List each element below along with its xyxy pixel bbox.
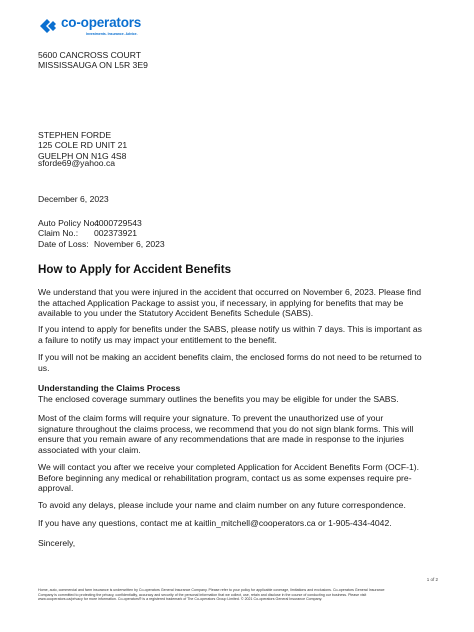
paragraph-no-claim: [38, 352, 438, 373]
reference-row-claim: [38, 228, 165, 238]
footer-line: www.cooperators.ca/privacy for more information. Co-operators® is a registered trademark of The Co-operators Group Limited. © 2021 Co-operators General Insurance Company.: [38, 597, 323, 602]
company-logo: [38, 15, 238, 41]
footer-line: Home, auto, commercial and farm insurance is underwritten by Co-operators General Insurance Company. Please refer to your policy for applicable coverage, limitations and exclusions. Co-operators General Insurance: [38, 588, 385, 592]
paragraph-line: associated with your claim.: [38, 444, 141, 455]
letter-heading: How to Apply for Accident Benefits: [38, 263, 232, 276]
paragraph-delays: [38, 500, 438, 511]
paragraph-line: If you have any questions, contact me at kaitlin_mitchell@cooperators.ca or 1-905-434-4042.: [38, 518, 392, 528]
paragraph-line: a failure to notify us may impact your entitlement to the benefit.: [38, 334, 277, 345]
paragraph-notify: [38, 324, 438, 345]
recipient-address-line: 125 COLE RD UNIT 21: [38, 140, 128, 151]
paragraph-line: us.: [38, 362, 50, 373]
reference-row-loss-date: [38, 239, 165, 249]
claims-process-section: [38, 383, 438, 404]
reference-block: [38, 218, 165, 249]
paragraph-line: The enclosed coverage summary outlines the benefits you may be eligible for under the SABS.: [38, 393, 399, 404]
footer-line: Company is committed to protecting the privacy, confidentiality, accuracy and security of the personal information that we collect, use, retain and disclose in the course of conducting our business. Please visit: [38, 592, 367, 597]
paragraph-line: approval.: [38, 483, 74, 494]
recipient-name: STEPHEN FORDE: [38, 130, 112, 140]
paragraph-line: signature throughout the claims process, we recommend that you do not sign blank forms. This will: [38, 423, 414, 434]
paragraph-line: Sincerely,: [38, 538, 76, 548]
paragraph-intro: [38, 287, 438, 319]
closing-salutation: [38, 538, 438, 549]
paragraph-line: ensure that you remain aware of any recommendations that are made in response to the injuries: [38, 434, 404, 445]
paragraph-line: We will contact you after we receive your completed Application for Accident Benefits Form (OCF-1).: [38, 462, 419, 472]
reference-value: 002373921: [94, 228, 138, 239]
paragraph-line: Before beginning any medical or rehabilitation program, contact us as some expenses require pre-: [38, 472, 412, 483]
logo-wordmark: co-operators: [61, 15, 142, 30]
recipient-email: sforde69@yahoo.ca: [38, 158, 116, 168]
paragraph-line: To avoid any delays, please include your name and claim number on any future correspondence.: [38, 500, 406, 510]
paragraph-line: the attached Application Package to assist you, if necessary, in applying for benefits that may be: [38, 297, 404, 308]
paragraph-line: If you intend to apply for benefits under the SABS, please notify us within 7 days. This is important as: [38, 324, 422, 334]
paragraph-line: We understand that you were injured in the accident that occurred on November 6, 2023. Please find: [38, 287, 421, 297]
paragraph-line: If you will not be making an accident benefits claim, the enclosed forms do not need to be returned to: [38, 352, 422, 362]
reference-row-policy: [38, 218, 165, 228]
letter-date: December 6, 2023: [38, 194, 109, 204]
recipient-address-line: GUELPH ON N1G 4S8: [38, 150, 127, 161]
cooperators-logo-icon: [38, 16, 60, 36]
logo-tagline: Investments. Insurance. Advice.: [86, 32, 138, 36]
legal-footer: [38, 588, 438, 602]
reference-value: 4000729543: [94, 218, 142, 228]
paragraph-contact-after: [38, 462, 438, 494]
paragraph-line: available to you under the Statutory Accident Benefits Schedule (SABS).: [38, 308, 314, 319]
page-number: 1 of 2: [426, 577, 438, 582]
sender-address: [38, 50, 148, 71]
recipient-address: [38, 130, 127, 161]
reference-label: Auto Policy No.:: [38, 218, 100, 228]
section-subheading: Understanding the Claims Process: [38, 383, 181, 393]
sender-address-line: 5600 CANCROSS COURT: [38, 50, 141, 60]
sender-address-line: MISSISSAUGA ON L5R 3E9: [38, 60, 148, 71]
paragraph-line: Most of the claim forms will require your signature. To prevent the unauthorized use of your: [38, 413, 384, 423]
paragraph-questions: [38, 518, 438, 529]
reference-value: November 6, 2023: [94, 238, 165, 249]
reference-label: Claim No.:: [38, 228, 79, 239]
paragraph-signature: [38, 413, 438, 455]
reference-label: Date of Loss:: [38, 238, 89, 249]
